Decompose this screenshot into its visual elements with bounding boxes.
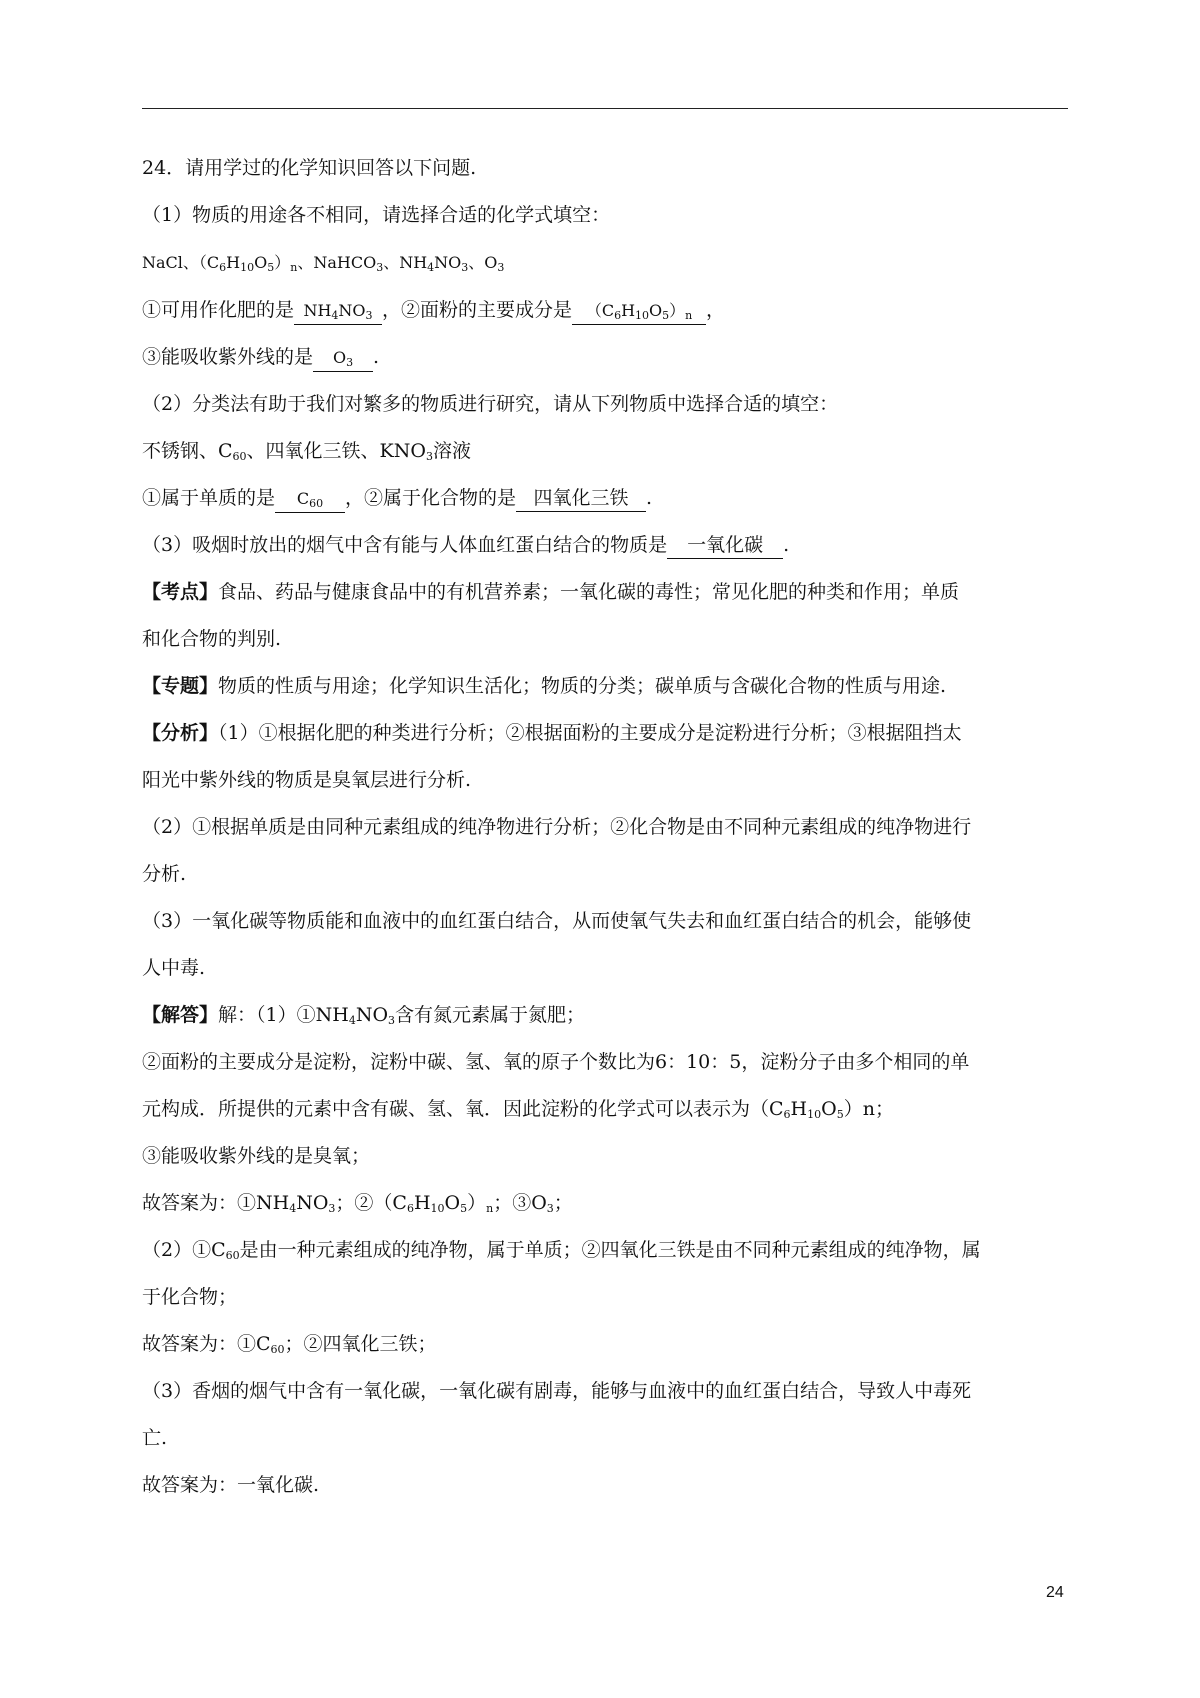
- jieda-line4: ③能吸收紫外线的是臭氧；: [142, 1145, 371, 1167]
- jieda-line6: $(2)①C_{60}$是由一种元素组成的纯净物，属于单质；②四氧化三铁是由不同种元素组成的纯净物，属: [142, 1239, 981, 1262]
- jieda-line1: 【解答】解：$(1)①NH_4NO_3$含有氮元素属于氮肥；: [142, 1004, 586, 1027]
- answer-blank-flour: $(C_6H_{10}O_5)_n$: [572, 298, 706, 325]
- jieda-line5: 故答案为：$①NH_4NO_3$；$②(C_6H_{10}O_5)_n$；$③O_3$；: [142, 1192, 573, 1215]
- question-title: 24．请用学过的化学知识回答以下问题.: [142, 157, 477, 179]
- header-rule: [142, 108, 1068, 109]
- answer-blank-compound: 四氧化三铁: [516, 485, 646, 512]
- part2-questions-line: ①属于单质的是 $C_{60}$ ，②属于化合物的是 四氧化三铁 .: [142, 485, 652, 513]
- part3-question: （3）吸烟时放出的烟气中含有能与人体血红蛋白结合的物质是 一氧化碳 .: [142, 532, 789, 559]
- fenxi-line6: 人中毒.: [142, 957, 206, 979]
- jieda-line9: （3）香烟的烟气中含有一氧化碳，一氧化碳有剧毒，能够与血液中的血红蛋白结合，导致人中毒死: [142, 1380, 972, 1402]
- part1-intro: （1）物质的用途各不相同，请选择合适的化学式填空：: [142, 204, 611, 226]
- zhuanti-line: 【专题】物质的性质与用途；化学知识生活化；物质的分类；碳单质与含碳化合物的性质与用途.: [142, 675, 947, 697]
- part2-intro: （2）分类法有助于我们对繁多的物质进行研究，请从下列物质中选择合适的填空：: [142, 393, 839, 415]
- answer-blank-uv: $O_3$: [313, 345, 373, 372]
- answer-blank-smoke: 一氧化碳: [667, 532, 783, 559]
- part2-options: 不锈钢、$C_{60}$、四氧化三铁、$KNO_3$溶液: [142, 440, 471, 463]
- jieda-line10: 亡.: [142, 1427, 168, 1449]
- fenxi-line5: （3）一氧化碳等物质能和血液中的血红蛋白结合，从而使氧气失去和血红蛋白结合的机会，能够使: [142, 910, 972, 932]
- page-number: 24: [1046, 1584, 1064, 1601]
- fenxi-line4: 分析.: [142, 863, 187, 885]
- kaodian-line1: 【考点】食品、药品与健康食品中的有机营养素；一氧化碳的毒性；常见化肥的种类和作用；单质: [142, 581, 960, 603]
- fenxi-line2: 阳光中紫外线的物质是臭氧层进行分析.: [142, 769, 472, 791]
- part1-question3: ③能吸收紫外线的是 $O_3$ .: [142, 344, 379, 372]
- fenxi-line3: （2）①根据单质是由同种元素组成的纯净物进行分析；②化合物是由不同种元素组成的纯净物进行: [142, 816, 972, 838]
- jieda-line3: 元构成．所提供的元素中含有碳、氢、氧．因此淀粉的化学式可以表示为$(C_6H_{10}O_5)n$；: [142, 1098, 894, 1121]
- jieda-line2: ②面粉的主要成分是淀粉，淀粉中碳、氢、氧的原子个数比为6：10：5，淀粉分子由多个相同的单: [142, 1051, 970, 1073]
- jieda-line11: 故答案为：一氧化碳.: [142, 1474, 320, 1496]
- answer-blank-fertilizer: $NH_4NO_3$: [294, 298, 382, 325]
- kaodian-line2: 和化合物的判别.: [142, 628, 282, 650]
- answer-blank-element: $C_{60}$: [275, 486, 345, 513]
- part1-questions-line: ①可用作化肥的是 $NH_4NO_3$ ，②面粉的主要成分是 $(C_6H_{10}O_5)_n$ ，: [142, 297, 725, 325]
- jieda-line8: 故答案为：$①C_{60}$；②四氧化三铁；: [142, 1333, 437, 1356]
- fenxi-line1: 【分析】（1）①根据化肥的种类进行分析；②根据面粉的主要成分是淀粉进行分析；③根据阻挡太: [142, 722, 962, 744]
- part1-options: NaCl、$(C_6H_{10}O_5)_n$、NaHCO$_3$、$NH_4NO_3$、$O_3$: [142, 253, 505, 274]
- jieda-line7: 于化合物；: [142, 1286, 238, 1308]
